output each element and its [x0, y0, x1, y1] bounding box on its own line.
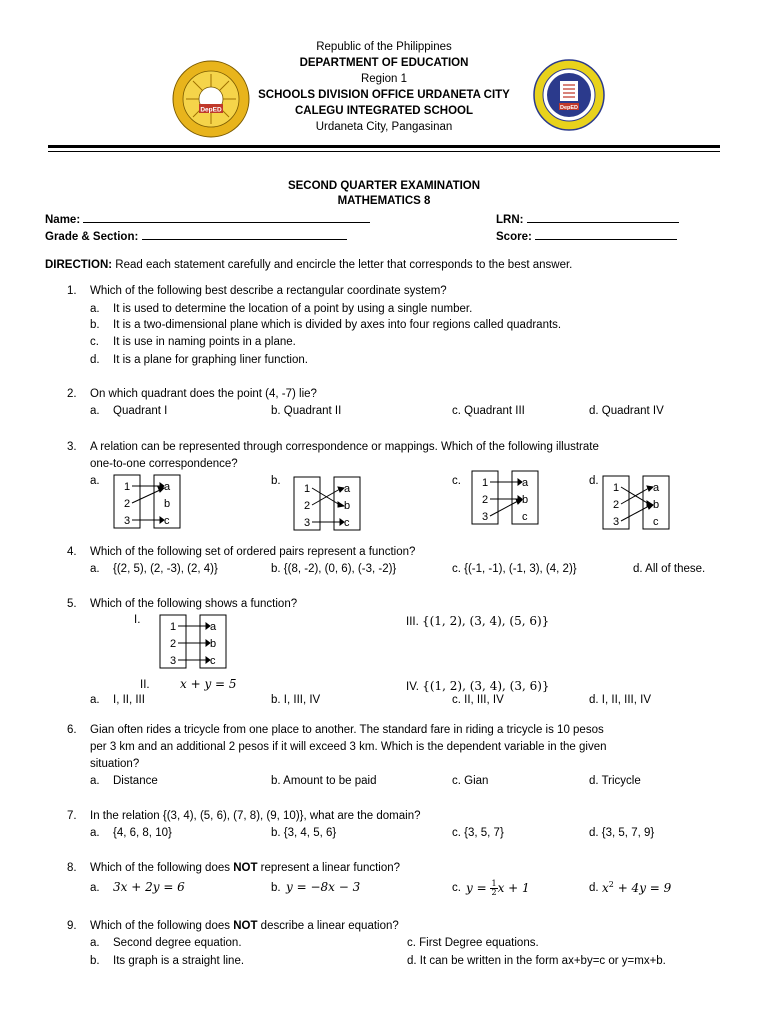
q6-choice-d[interactable]: d. Tricycle — [589, 775, 641, 787]
q3d-domain-3: 3 — [613, 516, 620, 528]
q3d-range-a: a — [653, 482, 660, 494]
q7-choice-a-letter[interactable]: a. — [90, 827, 100, 839]
name-blank[interactable] — [83, 211, 370, 223]
q5-range-c: c — [210, 655, 216, 667]
q9-choice-a[interactable]: Second degree equation. — [113, 937, 242, 949]
q2-choice-a[interactable]: Quadrant I — [113, 405, 168, 417]
q5-text: Which of the following shows a function? — [90, 598, 298, 610]
q5-choice-d[interactable]: d. I, II, III, IV — [589, 694, 651, 706]
grade-field[interactable] — [45, 228, 347, 243]
q2-choice-b[interactable]: b. Quadrant II — [271, 405, 342, 417]
header-department: DEPARTMENT OF EDUCATION — [299, 57, 469, 69]
q3a-range-c: c — [164, 515, 170, 527]
q5-domain-1: 1 — [170, 621, 177, 633]
q8-d-base: x — [602, 881, 609, 895]
q3b-domain-2: 2 — [304, 500, 311, 512]
exam-title: SECOND QUARTER EXAMINATION — [287, 180, 481, 192]
q3a-domain-2: 2 — [124, 498, 131, 510]
q3b-domain-3: 3 — [304, 517, 311, 529]
q5-choice-a-letter[interactable]: a. — [90, 694, 100, 706]
header-school: CALEGU INTEGRATED SCHOOL — [294, 105, 474, 117]
q5-number: 5. — [67, 598, 77, 610]
name-field[interactable] — [45, 211, 370, 226]
q5-option-iv-label: IV. — [406, 681, 420, 693]
q7-number: 7. — [67, 810, 77, 822]
q5-range-a: a — [210, 621, 217, 633]
q2-choice-a-letter[interactable]: a. — [90, 405, 100, 417]
q5-option-ii-equation: x + y = 5 — [180, 677, 237, 691]
name-label: Name: — [45, 214, 81, 226]
q8-choice-c[interactable] — [466, 880, 530, 897]
q9-choice-b[interactable]: Its graph is a straight line. — [113, 955, 245, 967]
q3d-domain-1: 1 — [613, 482, 620, 494]
q5-option-iv-set: {(1, 2), (3, 4), (3, 6)} — [422, 679, 550, 693]
q4-choice-a[interactable]: {(2, 5), (2, -3), (2, 4)} — [113, 563, 218, 575]
q5-choice-b[interactable]: b. I, III, IV — [271, 694, 321, 706]
q5-option-ii-label: II. — [140, 679, 150, 691]
q6-choice-c[interactable]: c. Gian — [452, 775, 489, 787]
q9-choice-a-letter[interactable]: a. — [90, 937, 100, 949]
q3-mapping-b[interactable] — [292, 474, 362, 534]
q4-choice-c[interactable]: c. {(-1, -1), (-1, 3), (4, 2)} — [452, 563, 577, 575]
q3a-domain-1: 1 — [124, 481, 131, 493]
q8-choice-a[interactable]: 3x + 2y = 6 — [113, 880, 185, 894]
q8-d-rest: + 4y = 9 — [613, 881, 672, 895]
q3-mapping-d[interactable] — [601, 473, 671, 533]
q8-text-not: NOT — [233, 862, 258, 874]
q3b-range-c: c — [344, 517, 350, 529]
q2-choice-c[interactable]: c. Quadrant III — [452, 405, 525, 417]
q4-choice-a-letter[interactable]: a. — [90, 563, 100, 575]
header-address: Urdaneta City, Pangasinan — [315, 121, 453, 133]
direction — [45, 259, 572, 271]
q3c-domain-2: 2 — [482, 494, 489, 506]
q6-choice-a[interactable]: Distance — [113, 775, 158, 787]
q5-option-i-label: I. — [134, 614, 141, 626]
q5-choice-a[interactable]: I, II, III — [113, 694, 145, 706]
q3-mapping-a[interactable] — [112, 472, 182, 532]
q1-choice-b[interactable]: It is a two-dimensional plane which is divided by axes into four regions called quadrants. — [113, 319, 562, 331]
q3b-range-a: a — [344, 483, 351, 495]
lrn-label: LRN: — [496, 214, 524, 226]
q4-choice-b[interactable]: b. {(8, -2), (0, 6), (-3, -2)} — [271, 563, 397, 575]
q4-choice-d[interactable]: d. All of these. — [633, 563, 706, 575]
q7-choice-a[interactable]: {4, 6, 8, 10} — [113, 827, 172, 839]
q4-text: Which of the following set of ordered pairs represent a function? — [90, 546, 416, 558]
q3-mapping-c[interactable] — [470, 468, 540, 528]
q7-choice-d[interactable]: d. {3, 5, 7, 9} — [589, 827, 655, 839]
q5-option-iii-label: III. — [406, 616, 419, 628]
q9-text — [90, 920, 399, 932]
q3-choice-c-letter[interactable]: c. — [452, 475, 461, 487]
q7-choice-b[interactable]: b. {3, 4, 5, 6} — [271, 827, 337, 839]
q4-number: 4. — [67, 546, 77, 558]
q8-c-lhs: y = — [466, 881, 491, 895]
q8-choice-b[interactable]: y = −8x − 3 — [286, 880, 361, 894]
q9-text-post: describe a linear equation? — [257, 920, 399, 932]
q5-option-iii — [406, 614, 549, 628]
q5-mapping-i-svg — [158, 612, 228, 672]
q6-choice-b[interactable]: b. Amount to be paid — [271, 775, 377, 787]
q3c-domain-3: 3 — [482, 511, 489, 523]
q5-domain-2: 2 — [170, 638, 177, 650]
q3-mapping-c-svg — [470, 468, 540, 528]
q1-number: 1. — [67, 285, 77, 297]
q7-choice-c[interactable]: c. {3, 5, 7} — [452, 827, 504, 839]
q3-mapping-b-svg — [292, 474, 362, 534]
header-region: Region 1 — [360, 73, 408, 85]
q6-text-line1: Gian often rides a tricycle from one place to another. The standard fare in riding a tricycle is 10 pesos — [90, 724, 604, 736]
q3c-range-b: b — [522, 494, 529, 506]
q3-choice-b-letter[interactable]: b. — [271, 475, 281, 487]
q5-choice-c[interactable]: c. II, III, IV — [452, 694, 504, 706]
q6-choice-a-letter[interactable]: a. — [90, 775, 100, 787]
q1-choice-c[interactable]: It is use in naming points in a plane. — [113, 336, 296, 348]
svg-text:DepED: DepED — [200, 106, 222, 114]
header-divider-thin — [48, 151, 720, 152]
q8-choice-b-letter[interactable]: b. — [271, 882, 281, 894]
q8-choice-a-letter[interactable]: a. — [90, 882, 100, 894]
q3-mapping-a-svg — [112, 472, 182, 532]
q8-number: 8. — [67, 862, 77, 874]
q5-option-iv — [406, 679, 550, 693]
q7-text: In the relation {(3, 4), (5, 6), (7, 8), (9, 10)}, what are the domain? — [90, 810, 421, 822]
q3c-range-a: a — [522, 477, 529, 489]
q9-number: 9. — [67, 920, 77, 932]
q9-choice-c[interactable]: c. First Degree equations. — [407, 937, 539, 949]
q5-mapping-i — [158, 612, 228, 672]
grade-blank[interactable] — [142, 228, 347, 240]
q8-text-pre: Which of the following does — [90, 862, 234, 874]
q6-text-line3: situation? — [90, 758, 140, 770]
q8-choice-d[interactable] — [602, 880, 671, 895]
q5-option-iii-set: {(1, 2), (3, 4), (5, 6)} — [421, 614, 550, 628]
q3-mapping-d-svg — [601, 473, 671, 533]
q1-choice-b-letter[interactable]: b. — [90, 319, 100, 331]
q3-choice-a-letter[interactable]: a. — [90, 475, 100, 487]
q3c-range-c: c — [522, 511, 528, 523]
exam-subject: MATHEMATICS 8 — [337, 195, 431, 207]
score-blank[interactable] — [535, 228, 677, 240]
q8-c-rhs: x + 1 — [497, 881, 530, 895]
q3-choice-d-letter[interactable]: d. — [589, 475, 599, 487]
q1-choice-a-letter[interactable]: a. — [90, 303, 100, 315]
q5-range-b: b — [210, 638, 217, 650]
direction-label: DIRECTION: — [45, 259, 113, 271]
q3c-domain-1: 1 — [482, 477, 489, 489]
q5-domain-3: 3 — [170, 655, 177, 667]
q9-text-not: NOT — [233, 920, 258, 932]
svg-text:DepED: DepED — [559, 104, 579, 111]
direction-text: Read each statement carefully and encircle the letter that corresponds to the best answer. — [115, 259, 573, 271]
q8-c-numerator: 1 — [491, 879, 497, 888]
q1-choice-d-letter[interactable]: d. — [90, 354, 100, 366]
q3b-range-b: b — [344, 500, 351, 512]
q8-text — [90, 862, 400, 874]
q6-text-line2: per 3 km and an additional 2 pesos if it will exceed 3 km. Which is the dependent variable in the given — [90, 741, 607, 753]
q1-choice-c-letter[interactable]: c. — [90, 336, 99, 348]
q6-number: 6. — [67, 724, 77, 736]
q3a-range-b: b — [164, 498, 171, 510]
q1-choice-a[interactable]: It is used to determine the location of a point by using a single number. — [113, 303, 473, 315]
q3a-range-a: a — [164, 481, 171, 493]
q1-choice-d[interactable]: It is a plane for graphing liner function. — [113, 354, 308, 366]
score-field[interactable] — [496, 228, 677, 243]
q9-choice-b-letter[interactable]: b. — [90, 955, 100, 967]
grade-label: Grade & Section: — [45, 231, 139, 243]
q2-number: 2. — [67, 388, 77, 400]
q3b-domain-1: 1 — [304, 483, 311, 495]
header-divider-thick — [48, 145, 720, 148]
q3d-range-b: b — [653, 499, 660, 511]
q3-number: 3. — [67, 441, 77, 453]
header-republic: Republic of the Philippines — [316, 41, 452, 53]
q1-text: Which of the following best describe a rectangular coordinate system? — [90, 285, 447, 297]
lrn-blank[interactable] — [527, 211, 679, 223]
q2-text: On which quadrant does the point (4, -7) lie? — [90, 388, 317, 400]
q2-choice-d[interactable]: d. Quadrant IV — [589, 405, 664, 417]
q8-c-denominator: 2 — [491, 888, 497, 897]
q3d-range-c: c — [653, 516, 659, 528]
q3-text-line1: A relation can be represented through correspondence or mappings. Which of the following illustrate — [90, 441, 599, 453]
q9-text-pre: Which of the following does — [90, 920, 234, 932]
lrn-field[interactable] — [496, 211, 679, 226]
q8-d-exponent: 2 — [608, 880, 614, 889]
score-label: Score: — [496, 231, 532, 243]
q3d-domain-2: 2 — [613, 499, 620, 511]
q8-text-post: represent a linear function? — [257, 862, 401, 874]
q3a-domain-3: 3 — [124, 515, 131, 527]
q8-c-fraction — [490, 880, 497, 897]
q8-choice-c-letter[interactable]: c. — [452, 882, 461, 894]
q8-choice-d-letter[interactable]: d. — [589, 882, 599, 894]
q3-text-line2: one-to-one correspondence? — [90, 458, 238, 470]
header-division: SCHOOLS DIVISION OFFICE URDANETA CITY — [258, 89, 510, 101]
q9-choice-d[interactable]: d. It can be written in the form ax+by=c or y=mx+b. — [407, 955, 666, 967]
